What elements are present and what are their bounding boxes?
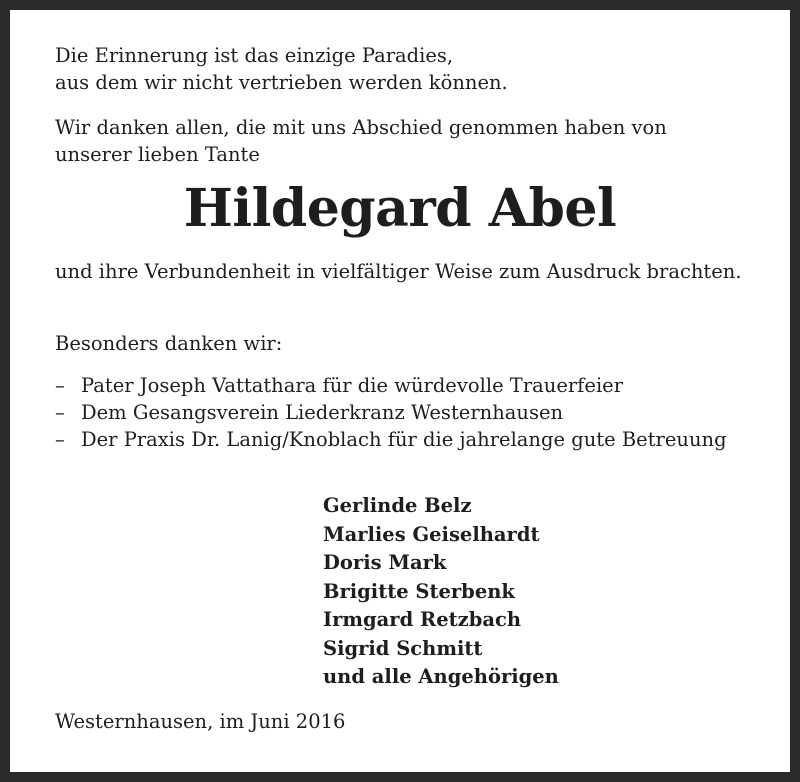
deceased-name: Hildegard Abel — [183, 178, 617, 239]
thanks-line-1: Wir danken allen, die mit uns Abschied genommen haben von — [55, 116, 667, 139]
signer-name: Brigitte Sterbenk — [323, 579, 515, 603]
list-item — [55, 399, 747, 426]
thanks-intro — [55, 114, 747, 168]
opening-quote — [55, 42, 747, 96]
list-item-text: Pater Joseph Vattathara für die würdevolle Trauerfeier — [81, 374, 624, 397]
thanks-line-2: unserer lieben Tante — [55, 143, 260, 166]
list-dash: – — [55, 374, 65, 397]
signer-name: Irmgard Retzbach — [323, 608, 522, 631]
place-date: Westernhausen, im Juni 2016 — [55, 710, 346, 733]
list-dash: – — [55, 428, 65, 451]
list-dash: – — [55, 401, 65, 424]
quote-line-2: aus dem wir nicht vertrieben werden können. — [55, 71, 508, 94]
thanks-list — [55, 372, 747, 453]
support-paragraph: und ihre Verbundenheit in vielfältiger Weise zum Ausdruck brachten. — [55, 260, 742, 283]
signer-name: Gerlinde Belz — [323, 494, 472, 517]
signers-list — [323, 492, 559, 692]
signer-name: Sigrid Schmitt — [323, 636, 483, 660]
list-item-text: Dem Gesangsverein Liederkranz Westernhausen — [81, 401, 564, 424]
list-item-text: Der Praxis Dr. Lanig/Knoblach für die jahrelange gute Betreuung — [81, 428, 727, 451]
special-thanks-heading: Besonders danken wir: — [55, 332, 283, 355]
list-item — [55, 372, 747, 399]
list-item — [55, 426, 747, 453]
signer-name: und alle Angehörigen — [323, 665, 559, 688]
signer-name: Doris Mark — [323, 551, 447, 574]
signer-name: Marlies Geiselhardt — [323, 522, 540, 546]
quote-line-1: Die Erinnerung ist das einzige Paradies, — [55, 44, 454, 67]
